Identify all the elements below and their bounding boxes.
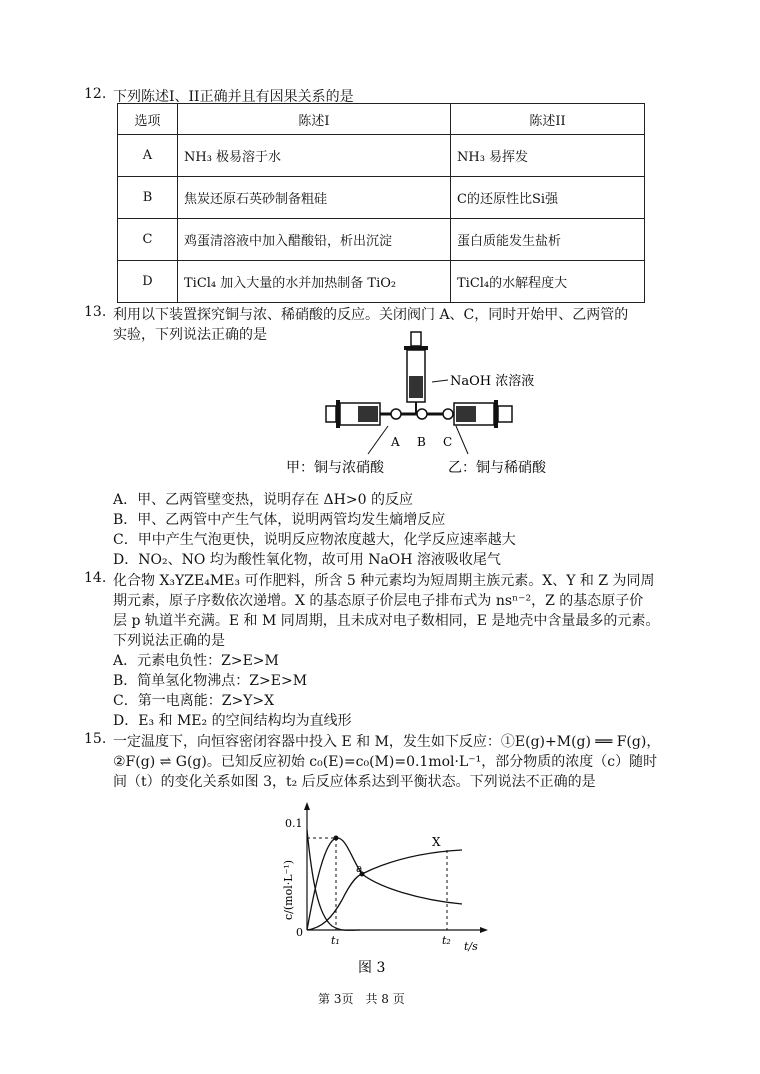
- valve-c: [443, 409, 453, 419]
- t2-label: t₂: [442, 934, 451, 947]
- top-syringe: [404, 332, 428, 414]
- table-header-row: [118, 104, 645, 135]
- t1-label: t₁: [331, 934, 340, 947]
- header-statement-1: 陈述I: [178, 104, 451, 135]
- y-tick-0.1: 0.1: [285, 817, 303, 830]
- q13-apparatus-diagram: [286, 330, 600, 480]
- q14-stem-line2: 期元素，原子序数依次递增。X 的基态原子价层电子排布式为 nsⁿ⁻²，Z 的基态原子价: [113, 593, 644, 609]
- row-statement-1: 鸡蛋清溶液中加入醋酸铅，析出沉淀: [178, 219, 451, 261]
- valve-b: [417, 409, 427, 419]
- table-row: [118, 261, 645, 303]
- row-statement-2: C的还原性比Si强: [451, 177, 645, 219]
- peak-point: [334, 836, 339, 841]
- q15-stem-line1: 一定温度下，向恒容密闭容器中投入 E 和 M，发生如下反应：①E(g)+M(g) ══ F(g)，: [113, 734, 661, 750]
- row-statement-2: TiCl₄的水解程度大: [451, 261, 645, 303]
- left-caption: 甲：铜与浓硝酸: [286, 460, 384, 476]
- q14-number: 14.: [84, 570, 107, 586]
- q14-stem-line4: 下列说法正确的是: [113, 633, 225, 649]
- q13-option-d: D．NO₂、NO 均为酸性氧化物，故可用 NaOH 溶液吸收尾气: [113, 552, 501, 568]
- q12-number: 12.: [84, 86, 107, 102]
- q13-stem-line1: 利用以下装置探究铜与浓、稀硝酸的反应。关闭阀门 A、C，同时开始甲、乙两管的: [113, 307, 629, 323]
- table-row: [118, 219, 645, 261]
- q13-option-b: B．甲、乙两管中产生气体，说明两管均发生熵增反应: [113, 512, 446, 528]
- header-option: 选项: [118, 104, 178, 135]
- row-option: D: [118, 261, 178, 303]
- left-syringe: [326, 400, 380, 428]
- q15-stem-line3: 间（t）的变化关系如图 3，t₂ 后反应体系达到平衡状态。下列说法不正确的是: [113, 774, 596, 790]
- naoh-label: NaOH 浓溶液: [450, 374, 535, 389]
- row-option: A: [118, 135, 178, 177]
- q13-option-a: A．甲、乙两管壁变热，说明存在 ΔH>0 的反应: [113, 492, 413, 508]
- right-caption: 乙：铜与稀硝酸: [448, 460, 546, 476]
- row-statement-1: 焦炭还原石英砂制备粗硅: [178, 177, 451, 219]
- q15-number: 15.: [84, 731, 107, 747]
- x-axis-arrow-icon: [480, 927, 488, 933]
- q14-option-c: C．第一电离能：Z>Y>X: [113, 693, 275, 709]
- q14-option-b: B．简单氢化物沸点：Z>E>M: [113, 673, 308, 689]
- x-axis-label: t/s: [464, 940, 478, 953]
- page-footer: 第 3页 共 8 页: [318, 992, 405, 1006]
- valve-c-label: C: [443, 435, 453, 449]
- table-row: [118, 135, 645, 177]
- y-axis-arrow-icon: [304, 802, 310, 810]
- product-curve: [307, 850, 462, 930]
- point-a-label: a: [356, 862, 363, 875]
- row-statement-1: TiCl₄ 加入大量的水并加热制备 TiO₂: [178, 261, 451, 303]
- q13-option-c: C．甲中产生气泡更快，说明反应物浓度越大，化学反应速率越大: [113, 532, 516, 548]
- row-statement-1: NH₃ 极易溶于水: [178, 135, 451, 177]
- q14-option-a: A．元素电负性：Z>E>M: [113, 653, 279, 669]
- valve-b-label: B: [417, 435, 426, 449]
- valve-a-label: A: [391, 435, 400, 449]
- row-option: C: [118, 219, 178, 261]
- q14-stem-line3: 层 p 轨道半充满。E 和 M 同周期，且未成对电子数相同，E 是地壳中含量最多的元素。: [113, 613, 660, 629]
- decay-curve: [307, 830, 360, 930]
- table-row: [118, 177, 645, 219]
- row-option: B: [118, 177, 178, 219]
- right-syringe: [454, 400, 512, 428]
- curve-x-label: X: [432, 835, 441, 849]
- q13-stem-line2: 实验，下列说法正确的是: [113, 327, 267, 343]
- row-statement-2: NH₃ 易挥发: [451, 135, 645, 177]
- q13-number: 13.: [84, 304, 107, 320]
- origin-label: 0: [296, 926, 303, 939]
- row-statement-2: 蛋白质能发生盐析: [451, 219, 645, 261]
- q12-stem: 下列陈述I、II正确并且有因果关系的是: [113, 89, 354, 105]
- figure-caption: 图 3: [358, 960, 386, 976]
- valve-a: [391, 409, 401, 419]
- q12-table: [117, 103, 645, 303]
- q15-stem-line2: ②F(g) ⇌ G(g)。已知反应初始 c₀(E)=c₀(M)=0.1mol·L⁻¹，部分物质的浓度（c）随时: [113, 754, 658, 770]
- q14-stem-line1: 化合物 X₃YZE₄ME₃ 可作肥料，所含 5 种元素均为短周期主族元素。X、Y 和 Z 为同周: [113, 573, 655, 589]
- header-statement-2: 陈述II: [451, 104, 645, 135]
- q14-option-d: D．E₃ 和 ME₂ 的空间结构均为直线形: [113, 713, 352, 729]
- q15-chart: [270, 800, 500, 980]
- y-axis-label: c/(mol·L⁻¹): [282, 859, 295, 921]
